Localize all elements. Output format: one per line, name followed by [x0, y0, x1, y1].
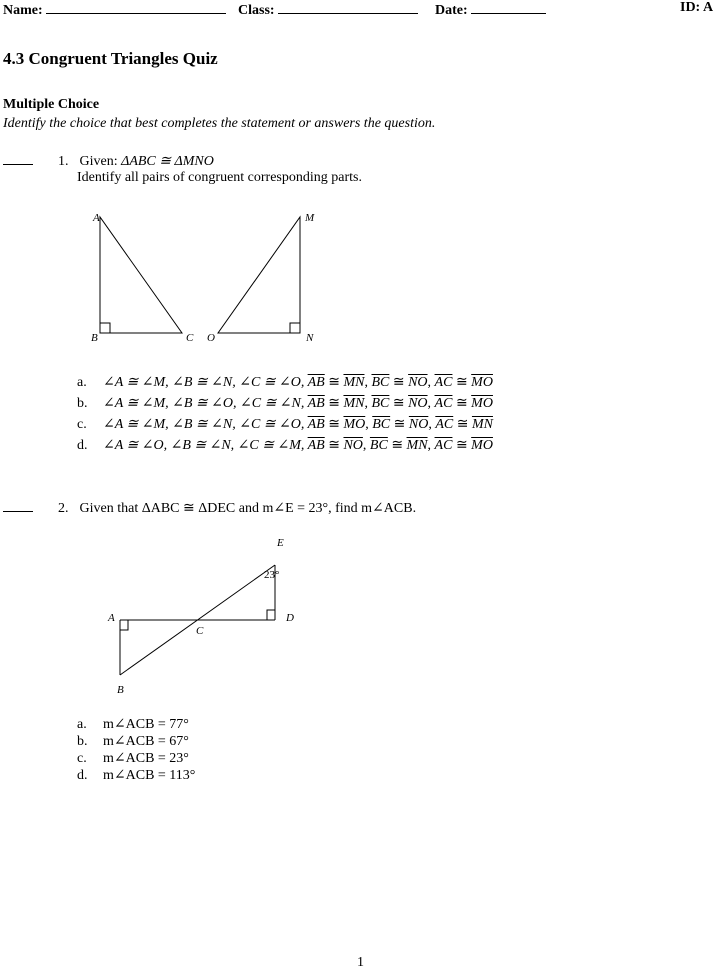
- question-2: [3, 499, 416, 517]
- angle-label: 23°: [264, 569, 280, 581]
- segment-name: $\overline{NO}$: [408, 417, 429, 432]
- class-label: Class:: [238, 3, 275, 18]
- quiz-title: 4.3 Congruent Triangles Quiz: [3, 49, 218, 68]
- segment-name: $\overline{BC}$: [369, 438, 388, 453]
- option-letter: b.: [77, 734, 88, 749]
- question-number-1: 1.: [58, 154, 69, 169]
- right-angle-n: [290, 323, 300, 333]
- question-2-options: [77, 716, 195, 784]
- option-row: [77, 733, 195, 750]
- option-angles: ∠A ≅ ∠O, ∠B ≅ ∠N, ∠C ≅ ∠M,: [103, 438, 308, 453]
- segment-name: $\overline{AB}$: [307, 438, 325, 453]
- segment-name: $\overline{MN}$: [343, 396, 365, 411]
- segment-name: $\overline{MN}$: [406, 438, 428, 453]
- label-b2: B: [117, 684, 124, 696]
- option-row: [77, 716, 195, 733]
- option-text: m∠ACB = 23°: [103, 751, 189, 766]
- label-c2: C: [196, 625, 204, 637]
- option-letter: c.: [77, 417, 87, 432]
- option-text: m∠ACB = 113°: [103, 768, 196, 783]
- name-field: [3, 0, 226, 19]
- segment-name: $\overline{BC}$: [371, 375, 390, 390]
- given-label: Given:: [79, 154, 118, 169]
- q2-figure: [100, 530, 320, 700]
- label-n: N: [306, 332, 314, 344]
- right-angle-a: [120, 620, 128, 630]
- triangle-mno: [218, 217, 300, 333]
- class-blank[interactable]: [278, 0, 418, 14]
- page-number: 1: [357, 955, 364, 970]
- segment-name: $\overline{NO}$: [408, 375, 428, 390]
- option-row: [77, 750, 195, 767]
- answer-blank-1[interactable]: [3, 152, 33, 165]
- segment-name: $\overline{AC}$: [434, 396, 453, 411]
- name-blank[interactable]: [46, 0, 226, 14]
- name-label: Name:: [3, 3, 43, 18]
- id-label: ID: A: [680, 0, 714, 15]
- label-e: E: [277, 537, 284, 549]
- segment-name: $\overline{MO}$: [343, 417, 366, 432]
- option-letter: c.: [77, 751, 87, 766]
- class-field: [238, 0, 418, 19]
- option-letter: a.: [77, 717, 87, 732]
- label-d: D: [286, 612, 294, 624]
- label-o: O: [207, 332, 215, 344]
- option-row: d. ∠A ≅ ∠O, ∠B ≅ ∠N, ∠C ≅ ∠M, $\overline{AB}$ ≅ $\overline{NO}$, $\overline{BC}$ ≅ $\overline{MN}$, $\overline{AC}$ ≅ $\overline{MO}$: [77, 438, 493, 453]
- date-field: [435, 0, 546, 19]
- question-2-prompt: Given that ΔABC ≅ ΔDEC and m∠E = 23°, find m∠ACB.: [79, 501, 417, 516]
- segment-name: $\overline{AC}$: [434, 438, 453, 453]
- segment-name: $\overline{MN}$: [471, 417, 493, 432]
- label-a2: A: [108, 612, 115, 624]
- segment-name: $\overline{MO}$: [471, 438, 493, 453]
- segment-name: $\overline{NO}$: [343, 438, 363, 453]
- option-letter: d.: [77, 768, 88, 783]
- option-row: b. ∠A ≅ ∠M, ∠B ≅ ∠O, ∠C ≅ ∠N, $\overline{AB}$ ≅ $\overline{MN}$, $\overline{BC}$ ≅ $\overline{NO}$, $\overline{AC}$ ≅ $\overline{MO}$: [77, 396, 493, 411]
- segment-name: $\overline{BC}$: [371, 396, 390, 411]
- section-heading: Multiple Choice: [3, 97, 100, 112]
- option-letter: d.: [77, 438, 88, 453]
- label-b: B: [91, 332, 98, 344]
- segment-name: $\overline{AC}$: [434, 375, 453, 390]
- option-text: m∠ACB = 77°: [103, 717, 189, 732]
- question-1-options: [77, 374, 493, 458]
- date-blank[interactable]: [471, 0, 546, 14]
- option-letter: a.: [77, 375, 87, 390]
- option-letter: b.: [77, 396, 88, 411]
- segment-name: $\overline{AB}$: [307, 396, 325, 411]
- segment-name: $\overline{MO}$: [471, 396, 493, 411]
- answer-blank-2[interactable]: [3, 499, 33, 512]
- segment-name: $\overline{MO}$: [471, 375, 493, 390]
- triangle-abc: [100, 217, 182, 333]
- option-angles: ∠A ≅ ∠M, ∠B ≅ ∠O, ∠C ≅ ∠N,: [103, 396, 308, 411]
- segment-name: $\overline{AB}$: [307, 417, 325, 432]
- segment-name: $\overline{MN}$: [343, 375, 365, 390]
- segment-name: $\overline{AB}$: [307, 375, 325, 390]
- label-c: C: [186, 332, 194, 344]
- option-row: [77, 767, 195, 784]
- segment-name: $\overline{AC}$: [435, 417, 454, 432]
- segment-name: $\overline{BC}$: [372, 417, 391, 432]
- q1-figure: [80, 205, 340, 350]
- label-m: M: [305, 212, 315, 224]
- option-angles: ∠A ≅ ∠M, ∠B ≅ ∠N, ∠C ≅ ∠O,: [103, 375, 308, 390]
- question-1: [3, 152, 214, 170]
- instructions: Identify the choice that best completes the statement or answers the question.: [3, 116, 436, 131]
- question-number-2: 2.: [58, 501, 69, 516]
- option-angles: ∠A ≅ ∠M, ∠B ≅ ∠N, ∠C ≅ ∠O,: [103, 417, 308, 432]
- option-text: m∠ACB = 67°: [103, 734, 189, 749]
- question-1-prompt: Identify all pairs of congruent corresponding parts.: [77, 170, 362, 185]
- right-angle-b: [100, 323, 110, 333]
- date-label: Date:: [435, 3, 468, 18]
- option-row: c. ∠A ≅ ∠M, ∠B ≅ ∠N, ∠C ≅ ∠O, $\overline{AB}$ ≅ $\overline{MO}$, $\overline{BC}$ ≅ $\overline{NO}$, $\overline{AC}$ ≅ $\overline{MN}$: [77, 417, 493, 432]
- given-statement: ΔABC ≅ ΔMNO: [121, 154, 214, 169]
- right-angle-d: [267, 610, 275, 620]
- option-row: a. ∠A ≅ ∠M, ∠B ≅ ∠N, ∠C ≅ ∠O, $\overline{AB}$ ≅ $\overline{MN}$, $\overline{BC}$ ≅ $\overline{NO}$, $\overline{AC}$ ≅ $\overline{MO}$: [77, 375, 493, 390]
- label-a: A: [93, 212, 100, 224]
- segment-name: $\overline{NO}$: [408, 396, 428, 411]
